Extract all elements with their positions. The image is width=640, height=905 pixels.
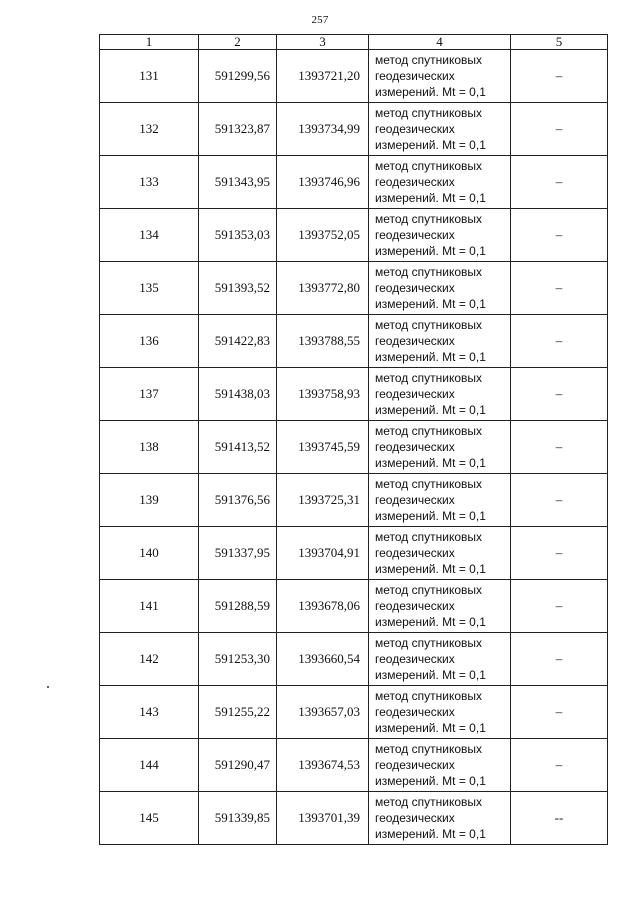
point-number-cell: 136 <box>100 315 199 368</box>
point-number-cell: 138 <box>100 421 199 474</box>
method-line-1: метод спутниковых <box>375 265 483 279</box>
method-line-3: измерений. Mt = 0,1 <box>375 456 486 470</box>
method-cell <box>369 792 511 845</box>
x-coordinate-cell: 591299,56 <box>199 50 277 103</box>
note-cell: – <box>511 315 608 368</box>
method-line-2: геодезических <box>375 228 455 242</box>
method-cell <box>369 50 511 103</box>
method-line-1: метод спутниковых <box>375 371 483 385</box>
header-row <box>100 35 608 50</box>
method-line-3: измерений. Mt = 0,1 <box>375 509 486 523</box>
point-number-cell: 137 <box>100 368 199 421</box>
y-coordinate-cell: 1393678,06 <box>277 580 369 633</box>
method-cell <box>369 209 511 262</box>
table-row <box>100 103 608 156</box>
column-header-5: 5 <box>511 35 608 50</box>
method-line-1: метод спутниковых <box>375 742 483 756</box>
point-number-cell: 133 <box>100 156 199 209</box>
method-cell <box>369 421 511 474</box>
table-row <box>100 368 608 421</box>
method-line-2: геодезических <box>375 69 455 83</box>
note-cell: – <box>511 580 608 633</box>
method-line-3: измерений. Mt = 0,1 <box>375 350 486 364</box>
x-coordinate-cell: 591255,22 <box>199 686 277 739</box>
table-row <box>100 474 608 527</box>
x-coordinate-cell: 591353,03 <box>199 209 277 262</box>
method-line-2: геодезических <box>375 811 455 825</box>
point-number-cell: 140 <box>100 527 199 580</box>
method-line-1: метод спутниковых <box>375 318 483 332</box>
y-coordinate-cell: 1393721,20 <box>277 50 369 103</box>
point-number-cell: 139 <box>100 474 199 527</box>
note-cell: – <box>511 739 608 792</box>
method-line-1: метод спутниковых <box>375 636 483 650</box>
x-coordinate-cell: 591339,85 <box>199 792 277 845</box>
method-line-2: геодезических <box>375 493 455 507</box>
method-line-3: измерений. Mt = 0,1 <box>375 774 486 788</box>
method-cell <box>369 633 511 686</box>
method-line-2: геодезических <box>375 705 455 719</box>
method-line-3: измерений. Mt = 0,1 <box>375 244 486 258</box>
x-coordinate-cell: 591438,03 <box>199 368 277 421</box>
table-row <box>100 792 608 845</box>
table-row <box>100 527 608 580</box>
note-cell: – <box>511 474 608 527</box>
method-line-3: измерений. Mt = 0,1 <box>375 403 486 417</box>
x-coordinate-cell: 591288,59 <box>199 580 277 633</box>
x-coordinate-cell: 591422,83 <box>199 315 277 368</box>
method-cell <box>369 103 511 156</box>
point-number-cell: 131 <box>100 50 199 103</box>
method-line-2: геодезических <box>375 175 455 189</box>
x-coordinate-cell: 591253,30 <box>199 633 277 686</box>
table-body <box>100 50 608 845</box>
method-line-1: метод спутниковых <box>375 583 483 597</box>
method-cell <box>369 580 511 633</box>
note-cell: – <box>511 686 608 739</box>
method-cell <box>369 368 511 421</box>
y-coordinate-cell: 1393752,05 <box>277 209 369 262</box>
method-line-1: метод спутниковых <box>375 689 483 703</box>
method-line-3: измерений. Mt = 0,1 <box>375 85 486 99</box>
table-row <box>100 739 608 792</box>
point-number-cell: 145 <box>100 792 199 845</box>
point-number-cell: 143 <box>100 686 199 739</box>
x-coordinate-cell: 591413,52 <box>199 421 277 474</box>
method-line-3: измерений. Mt = 0,1 <box>375 615 486 629</box>
method-line-1: метод спутниковых <box>375 530 483 544</box>
note-cell: – <box>511 262 608 315</box>
method-line-2: геодезических <box>375 440 455 454</box>
method-line-3: измерений. Mt = 0,1 <box>375 668 486 682</box>
method-line-1: метод спутниковых <box>375 106 483 120</box>
table-row <box>100 421 608 474</box>
point-number-cell: 141 <box>100 580 199 633</box>
note-cell: – <box>511 103 608 156</box>
table-row <box>100 209 608 262</box>
y-coordinate-cell: 1393674,53 <box>277 739 369 792</box>
table-header <box>100 35 608 50</box>
column-header-3: 3 <box>277 35 369 50</box>
method-line-2: геодезических <box>375 652 455 666</box>
note-cell: – <box>511 633 608 686</box>
y-coordinate-cell: 1393788,55 <box>277 315 369 368</box>
point-number-cell: 144 <box>100 739 199 792</box>
page-number: 257 <box>311 14 329 26</box>
table-row <box>100 315 608 368</box>
point-number-cell: 142 <box>100 633 199 686</box>
note-cell: – <box>511 209 608 262</box>
method-line-3: измерений. Mt = 0,1 <box>375 827 486 841</box>
method-line-1: метод спутниковых <box>375 424 483 438</box>
method-line-3: измерений. Mt = 0,1 <box>375 562 486 576</box>
point-number-cell: 134 <box>100 209 199 262</box>
stray-mark <box>47 686 49 688</box>
method-line-3: измерений. Mt = 0,1 <box>375 721 486 735</box>
y-coordinate-cell: 1393734,99 <box>277 103 369 156</box>
method-line-3: измерений. Mt = 0,1 <box>375 297 486 311</box>
table-row <box>100 50 608 103</box>
y-coordinate-cell: 1393746,96 <box>277 156 369 209</box>
method-line-2: геодезических <box>375 122 455 136</box>
point-number-cell: 135 <box>100 262 199 315</box>
method-line-1: метод спутниковых <box>375 159 483 173</box>
method-line-1: метод спутниковых <box>375 53 483 67</box>
column-header-4: 4 <box>369 35 511 50</box>
coordinates-table <box>99 34 608 845</box>
x-coordinate-cell: 591343,95 <box>199 156 277 209</box>
y-coordinate-cell: 1393745,59 <box>277 421 369 474</box>
y-coordinate-cell: 1393657,03 <box>277 686 369 739</box>
x-coordinate-cell: 591323,87 <box>199 103 277 156</box>
point-number-cell: 132 <box>100 103 199 156</box>
note-cell: – <box>511 156 608 209</box>
method-line-1: метод спутниковых <box>375 477 483 491</box>
method-cell <box>369 315 511 368</box>
y-coordinate-cell: 1393660,54 <box>277 633 369 686</box>
column-header-1: 1 <box>100 35 199 50</box>
y-coordinate-cell: 1393758,93 <box>277 368 369 421</box>
table-row <box>100 262 608 315</box>
table-row <box>100 156 608 209</box>
method-line-2: геодезических <box>375 599 455 613</box>
method-line-3: измерений. Mt = 0,1 <box>375 138 486 152</box>
method-line-2: геодезических <box>375 334 455 348</box>
note-cell: -- <box>511 792 608 845</box>
table-row <box>100 686 608 739</box>
x-coordinate-cell: 591337,95 <box>199 527 277 580</box>
note-cell: – <box>511 368 608 421</box>
method-line-2: геодезических <box>375 387 455 401</box>
note-cell: – <box>511 421 608 474</box>
method-cell <box>369 474 511 527</box>
x-coordinate-cell: 591376,56 <box>199 474 277 527</box>
method-line-3: измерений. Mt = 0,1 <box>375 191 486 205</box>
method-line-1: метод спутниковых <box>375 795 483 809</box>
method-line-2: геодезических <box>375 281 455 295</box>
y-coordinate-cell: 1393701,39 <box>277 792 369 845</box>
method-cell <box>369 262 511 315</box>
method-cell <box>369 156 511 209</box>
method-cell <box>369 739 511 792</box>
note-cell: – <box>511 50 608 103</box>
method-line-2: геодезических <box>375 546 455 560</box>
table-row <box>100 633 608 686</box>
x-coordinate-cell: 591290,47 <box>199 739 277 792</box>
table-row <box>100 580 608 633</box>
y-coordinate-cell: 1393772,80 <box>277 262 369 315</box>
x-coordinate-cell: 591393,52 <box>199 262 277 315</box>
y-coordinate-cell: 1393704,91 <box>277 527 369 580</box>
method-line-1: метод спутниковых <box>375 212 483 226</box>
method-cell <box>369 686 511 739</box>
method-cell <box>369 527 511 580</box>
method-line-2: геодезических <box>375 758 455 772</box>
note-cell: – <box>511 527 608 580</box>
column-header-2: 2 <box>199 35 277 50</box>
y-coordinate-cell: 1393725,31 <box>277 474 369 527</box>
